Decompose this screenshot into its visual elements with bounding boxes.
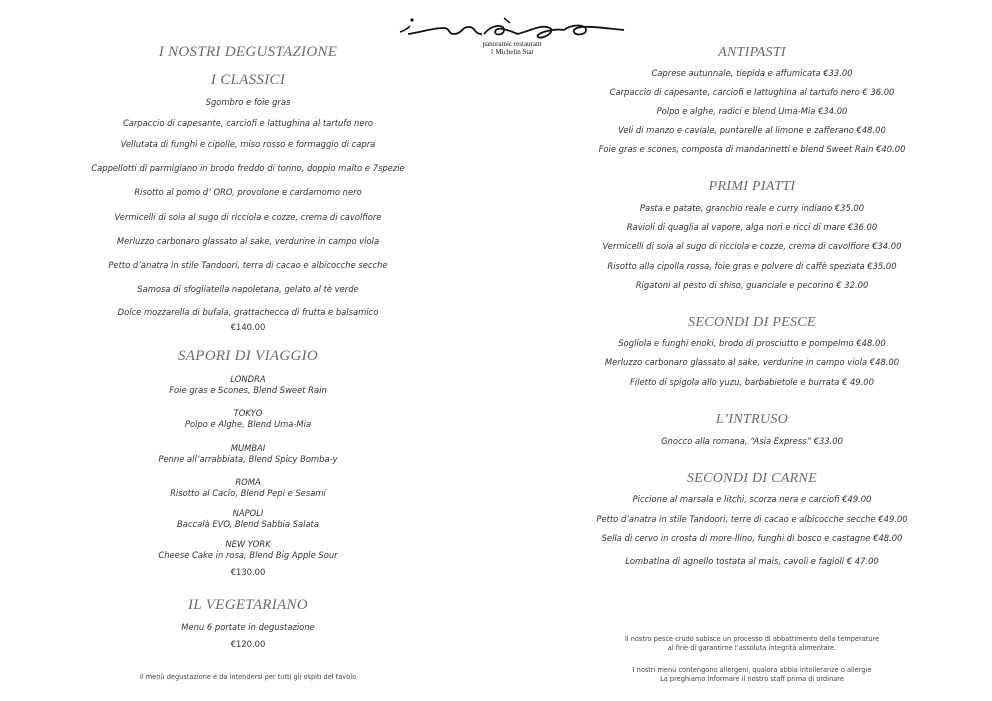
carne-item: Lombatina di agnello tostata al mais, cavoli e fagioli € 47.00 <box>625 556 879 566</box>
classici-item: Cappellotti di parmigiano in brodo freddo di tonno, doppio malto e 7spezie <box>91 163 405 173</box>
classici-item: Vermicelli di soia al sugo di ricciola e cozze, crema di cavolfiore <box>114 212 382 222</box>
classici-item: Samosa di sfogliatella napoletana, gelato al tè verde <box>137 284 359 294</box>
antipasti-item: Veli di manzo e caviale, puntarelle al limone e zafferano €48.00 <box>618 125 886 135</box>
sapori-city: ROMA <box>235 477 261 487</box>
sapori-dish: Cheese Cake in rosa, Blend Big Apple Sour <box>158 550 338 560</box>
antipasti-item: Polpo e alghe, radici e blend Uma-Mia €34.00 <box>656 106 848 116</box>
classici-item: Vellutata di funghi e cipolle, miso rosso e formaggio di capra <box>120 139 376 149</box>
primi-item: Rigatoni al pesto di shiso, guanciale e pecorino € 32.00 <box>635 280 869 290</box>
classici-heading: I CLASSICI <box>210 72 286 88</box>
vegetariano-price: €120.00 <box>230 639 266 649</box>
tasting-footnote: Il menù degustazione è da intendersi per tutti gli ospiti del tavolo <box>139 673 357 681</box>
sapori-dish: Polpo e Alghe, Blend Uma-Mia <box>184 419 312 429</box>
sapori-city: LONDRA <box>230 374 266 384</box>
carne-item: Piccione al marsala e litchi, scorza nera e carciofi €49.00 <box>632 494 872 504</box>
allergen-note: La preghiamo informare il nostro staff prima di ordinare <box>660 675 844 683</box>
sapori-city: NEW YORK <box>225 539 271 549</box>
sapori-dish: Foie gras e Scones, Blend Sweet Rain <box>169 385 327 395</box>
sapori-dish: Risotto al Cacio, Blend Pepi e Sesami <box>170 488 326 498</box>
intruso-heading: L’INTRUSO <box>715 412 789 427</box>
intruso-item: Gnocco alla romana, “Asia Express” €33.00 <box>661 436 843 446</box>
primi-item: Vermicelli di soia al sugo di ricciola e cozze, crema di cavolfiore €34.00 <box>602 241 902 251</box>
classici-item: Dolce mozzarella di bufala, grattachecca di frutta e balsamico <box>117 307 379 317</box>
antipasti-item: Carpaccio di capesante, carciofi e lattughina al tartufo nero € 36.00 <box>609 87 895 97</box>
primi-item: Ravioli di quaglia al vapore, alga nori e ricci di mare €36.00 <box>626 222 878 232</box>
vegetariano-heading: IL VEGETARIANO <box>188 597 308 613</box>
classici-item: Sgombro e foie gras <box>205 97 291 107</box>
allergen-note: I nostri menù contengono allergeni, qualora abbia intolleranze o allergie <box>632 666 872 674</box>
raw-fish-note: Il nostro pesce crudo subisce un processo di abbattimento della temperature <box>624 635 880 643</box>
antipasti-item: Caprese autunnale, tiepida e affumicata €33.00 <box>651 68 853 78</box>
pesce-item: Filetto di spigola allo yuzu, barbabietole e burrata € 49.00 <box>630 377 874 387</box>
pesce-heading: SECONDI DI PESCE <box>688 315 816 330</box>
sapori-city: NAPOLI <box>232 508 264 518</box>
tasting-menus-title: I NOSTRI DEGUSTAZIONE <box>158 44 338 60</box>
logo-stars: 1 Michelin Star <box>490 48 534 56</box>
pesce-item: Merluzzo carbonaro glassato al sake, verdurine in campo viola €48.00 <box>604 357 900 367</box>
carne-item: Petto d’anatra in stile Tandoori, terre di cacao e albicocche secche €49.00 <box>596 514 908 524</box>
sapori-dish: Penne all’arrabbiata, Blend Spicy Bomba-y <box>158 454 338 464</box>
classici-item: Risotto al pomo d’ ORO, provolone e cardamomo nero <box>134 187 362 197</box>
sapori-city: MUMBAI <box>230 443 266 453</box>
raw-fish-note: al fine di garantirne l’assoluta integrità alimentare. <box>667 644 837 652</box>
antipasti-item: Foie gras e scones, composta di mandarinetti e blend Sweet Rain €40.00 <box>598 144 906 154</box>
classici-item: Carpaccio di capesante, carciofi e lattughina al tartufo nero <box>122 118 374 128</box>
logo-script-mark <box>392 10 632 44</box>
sapori-price: €130.00 <box>230 567 266 577</box>
carne-item: Sella di cervo in crosta di more-llino, funghi di bosco e castagne €48.00 <box>601 533 903 543</box>
pesce-item: Sogliola e funghi enoki, brodo di prosciutto e pompelmo €48.00 <box>618 338 886 348</box>
carne-heading: SECONDI DI CARNE <box>686 471 817 486</box>
classici-price: €140.00 <box>230 322 266 332</box>
primi-item: Risotto alla cipolla rossa, foie gras e polvere di caffè speziata €35.00 <box>607 261 897 271</box>
sapori-city: TOKYO <box>233 408 263 418</box>
sapori-dish: Baccalà EVO, Blend Sabbia Salata <box>177 519 319 529</box>
sapori-heading: SAPORI DI VIAGGIO <box>177 348 319 364</box>
vegetariano-desc: Menu 6 portate in degustazione <box>181 622 315 632</box>
logo-tagline: panoramic restaurant <box>482 40 542 48</box>
antipasti-heading: ANTIPASTI <box>718 45 786 60</box>
classici-item: Petto d’anatra in stile Tandoori, terra di cacao e albicocche secche <box>108 260 388 270</box>
classici-item: Merluzzo carbonaro glassato al sake, verdurine in campo viola <box>116 236 380 246</box>
primi-item: Pasta e patate, granchio reale e curry indiano €35.00 <box>639 203 865 213</box>
primi-heading: PRIMI PIATTI <box>708 179 796 194</box>
